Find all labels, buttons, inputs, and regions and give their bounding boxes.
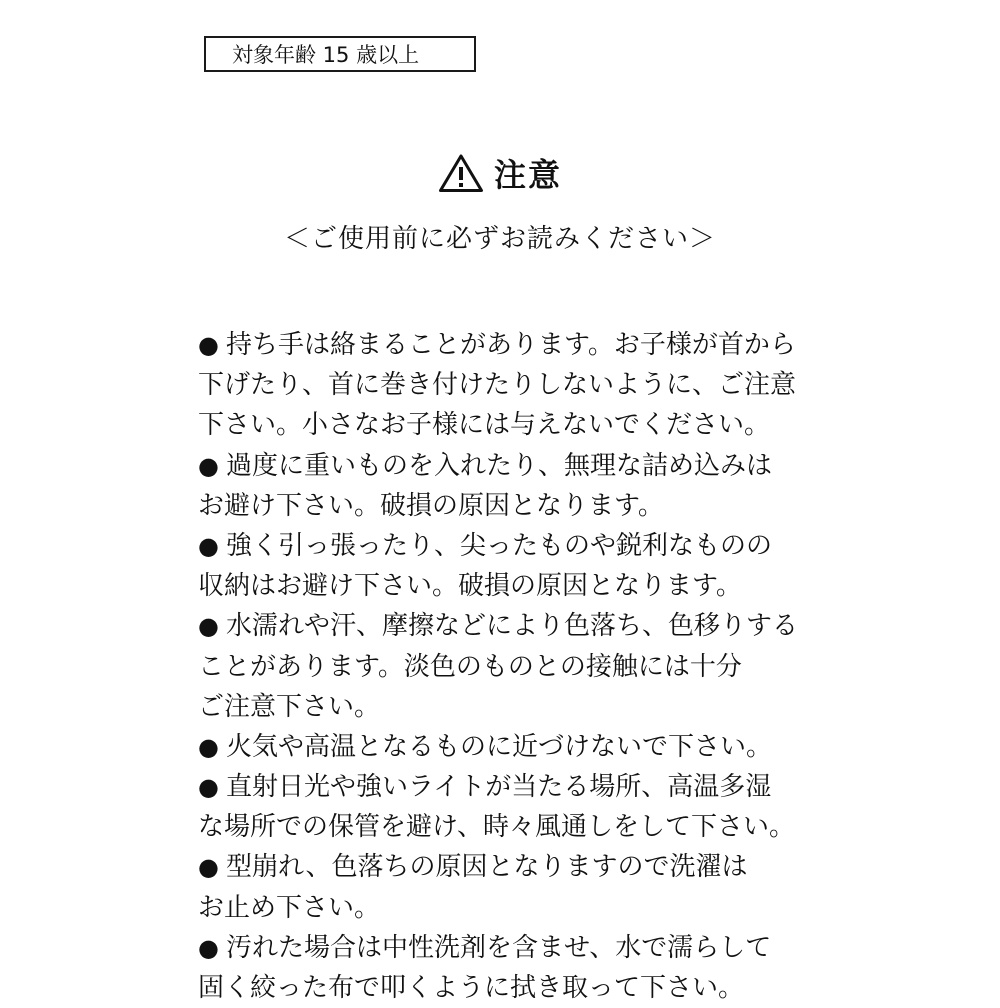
bullet-icon: ● (198, 531, 219, 560)
bullet-icon: ● (198, 933, 219, 962)
note-text: 火気や高温となるものに近づけないで下さい。 (226, 731, 773, 762)
caution-title: 注意 (493, 156, 562, 194)
caution-notes-list (198, 325, 808, 1008)
read-before-use-subtitle: ＜ご使用前に必ずお読みください＞ (283, 224, 716, 254)
note-line (198, 325, 808, 365)
note-text: 過度に重いものを入れたり、無理な詰め込みは (226, 450, 773, 481)
note-text: 型崩れ、色落ちの原因となりますので洗濯は (226, 852, 748, 883)
note-line (198, 365, 808, 405)
note-line (198, 767, 808, 807)
bullet-icon: ● (198, 612, 219, 641)
note-line (198, 928, 808, 968)
note-line (198, 405, 808, 445)
note-line (198, 446, 808, 486)
note-line (198, 526, 808, 566)
bullet-icon: ● (198, 732, 219, 761)
note-text: 直射日光や強いライトが当たる場所、高温多湿 (226, 772, 772, 803)
note-text: 収納はお避け下さい。破損の原因となります。 (198, 571, 742, 602)
note-line (198, 606, 808, 646)
note-line (198, 486, 808, 526)
warning-triangle-icon (438, 153, 484, 193)
note-line (198, 968, 808, 1008)
note-text: 下さい。小さなお子様には与えないでください。 (198, 410, 771, 441)
age-rating-label: 対象年齢 15 歳以上 (232, 43, 420, 67)
note-line (198, 888, 808, 928)
age-rating-box (204, 36, 476, 72)
note-text: ご注意下さい。 (198, 691, 381, 722)
bullet-icon: ● (198, 451, 219, 480)
note-text: お避け下さい。破損の原因となります。 (198, 490, 664, 521)
note-text: 水濡れや汗、摩擦などにより色落ち、色移りする (226, 611, 799, 642)
note-text: ことがあります。淡色のものとの接触には十分 (198, 651, 742, 682)
note-line (198, 687, 808, 727)
note-line (198, 566, 808, 606)
note-text: な場所での保管を避け、時々風通しをして下さい。 (198, 812, 795, 843)
bullet-icon: ● (198, 853, 219, 882)
note-text: 持ち手は絡まることがあります。お子様が首から (226, 330, 796, 360)
bullet-icon: ● (198, 773, 219, 802)
note-text: 汚れた場合は中性洗剤を含ませ、水で濡らして (226, 932, 772, 963)
bullet-icon: ● (198, 331, 219, 359)
note-text: お止め下さい。 (198, 892, 381, 923)
caution-heading (0, 150, 1000, 196)
note-line (198, 647, 808, 687)
note-text: 下げたり、首に巻き付けたりしないように、ご注意 (198, 370, 797, 401)
note-line (198, 847, 808, 887)
note-text: 強く引っ張ったり、尖ったものや鋭利なものの (226, 530, 773, 561)
note-line (198, 807, 808, 847)
note-line (198, 727, 808, 767)
note-text: 固く絞った布で叩くように拭き取って下さい。 (198, 973, 745, 1003)
